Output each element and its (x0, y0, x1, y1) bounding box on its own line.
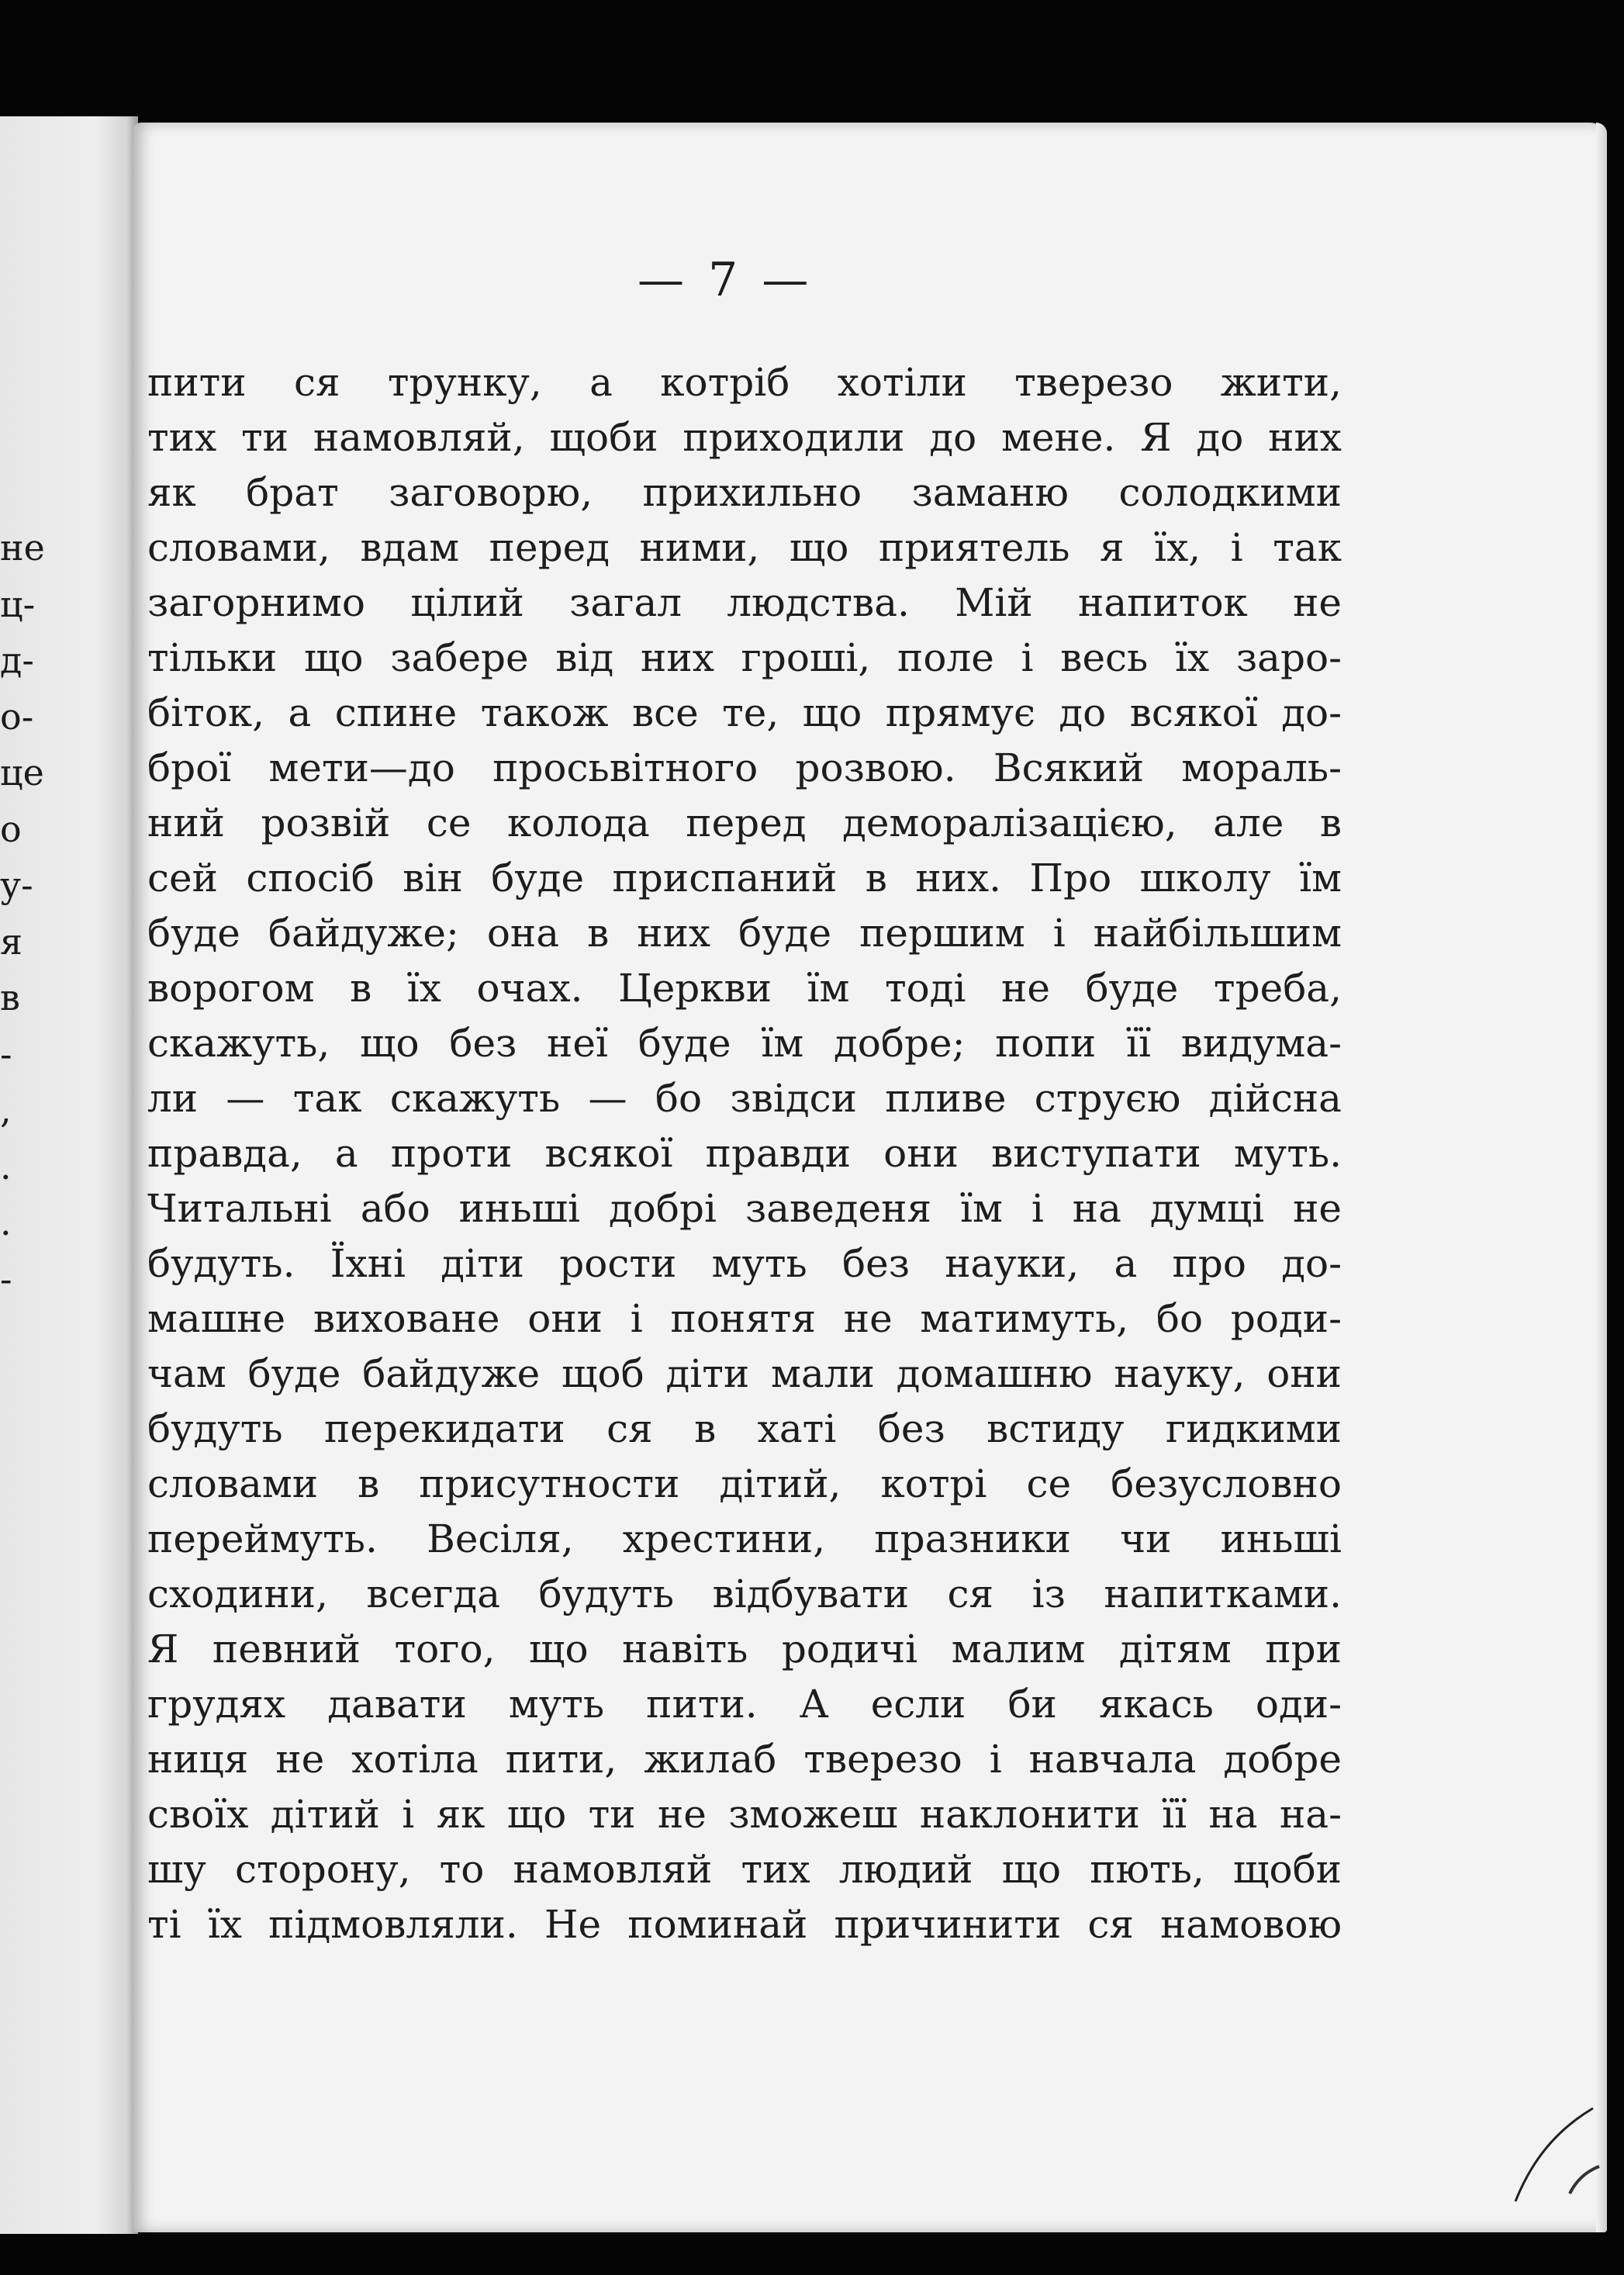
left-fragment: . (0, 1145, 12, 1188)
left-fragment: у- (0, 864, 33, 906)
left-fragment: ц- (0, 583, 36, 625)
left-fragment: д- (0, 639, 34, 681)
left-fragment: о (0, 807, 22, 850)
left-page-text-fragments (0, 520, 47, 1307)
text-line: будуть. Їхні діти рости муть без науки, а про до- (147, 1241, 1342, 1286)
left-fragment: це (0, 752, 44, 793)
text-line: буде байдуже; она в них буде першим і найбільшим (147, 911, 1342, 956)
text-line: тільки що забере від них гроші, поле і весь їх заро- (147, 635, 1342, 680)
text-line: переймуть. Весіля, хрестини, празники чи иньші (147, 1516, 1342, 1561)
text-line: машне виховане они і понятя не матимуть, бо роди- (147, 1296, 1342, 1341)
text-line: брої мети—до просьвітного розвою. Всякий мораль- (147, 745, 1342, 790)
left-fragment: я (0, 920, 23, 963)
text-line: Я певний того, що навіть родичі малим дітям при (147, 1627, 1342, 1672)
left-fragment: не (0, 527, 45, 569)
left-fragment: , (0, 1089, 12, 1131)
text-line: шу сторону, то намовляй тих людий що пють, щоби (147, 1847, 1342, 1892)
text-line: своїх дітий і як що ти не зможеш наклонити її на на- (147, 1792, 1342, 1837)
text-line: сходини, всегда будуть відбувати ся із напитками. (147, 1571, 1342, 1616)
text-line: словами в присутности дітий, котрі се безусловно (147, 1461, 1342, 1506)
text-line: будуть перекидати ся в хаті без встиду гидкими (147, 1406, 1342, 1451)
left-fragment: о- (0, 695, 34, 738)
text-line: загорнимо цілий загал людства. Мій напиток не (147, 580, 1342, 625)
left-fragment: - (0, 1032, 12, 1075)
text-line: словами, вдам перед ними, що приятель я їх, і так (147, 525, 1342, 570)
text-line: чам буде байдуже щоб діти мали домашню науку, они (147, 1351, 1342, 1396)
left-facing-page (0, 116, 138, 2234)
book-page (133, 123, 1607, 2232)
page-body-text (147, 355, 1342, 1952)
text-line: ниця не хотіла пити, жилаб тверезо і навчала добре (147, 1737, 1342, 1782)
text-line: ний розвій се колода перед деморалізацією, але в (147, 800, 1342, 845)
left-fragment: - (0, 1257, 12, 1300)
text-line: сей спосіб він буде приспаний в них. Про школу їм (147, 856, 1342, 901)
text-line: ли — так скажуть — бо звідси пливе струєю дійсна (147, 1076, 1342, 1121)
text-line: правда, а проти всякої правди они виступати муть. (147, 1131, 1342, 1176)
left-fragment: в (0, 977, 20, 1018)
text-line: тих ти намовляй, щоби приходили до мене. Я до них (147, 415, 1342, 460)
page-edge-shadow (1596, 123, 1607, 2232)
page-number: — 7 — (638, 253, 814, 307)
text-line: як брат заговорю, прихильно заманю солодкими (147, 470, 1342, 515)
page-corner-mark (1484, 2093, 1601, 2209)
text-line: Читальні або иньші добрі заведеня їм і на думці не (147, 1186, 1342, 1231)
text-line: грудях давати муть пити. А если би якась оди- (147, 1682, 1342, 1727)
text-line: біток, а спине також все те, що прямує до всякої до- (147, 690, 1342, 735)
text-line: пити ся трунку, а котріб хотіли тверезо жити, (147, 360, 1342, 405)
text-line: ті їх підмовляли. Не поминай причинити ся намовою (147, 1902, 1342, 1947)
text-line: скажуть, що без неї буде їм добре; попи її видума- (147, 1021, 1342, 1066)
text-line: ворогом в їх очах. Церкви їм тоді не буде треба, (147, 966, 1342, 1011)
left-fragment: . (0, 1201, 12, 1243)
